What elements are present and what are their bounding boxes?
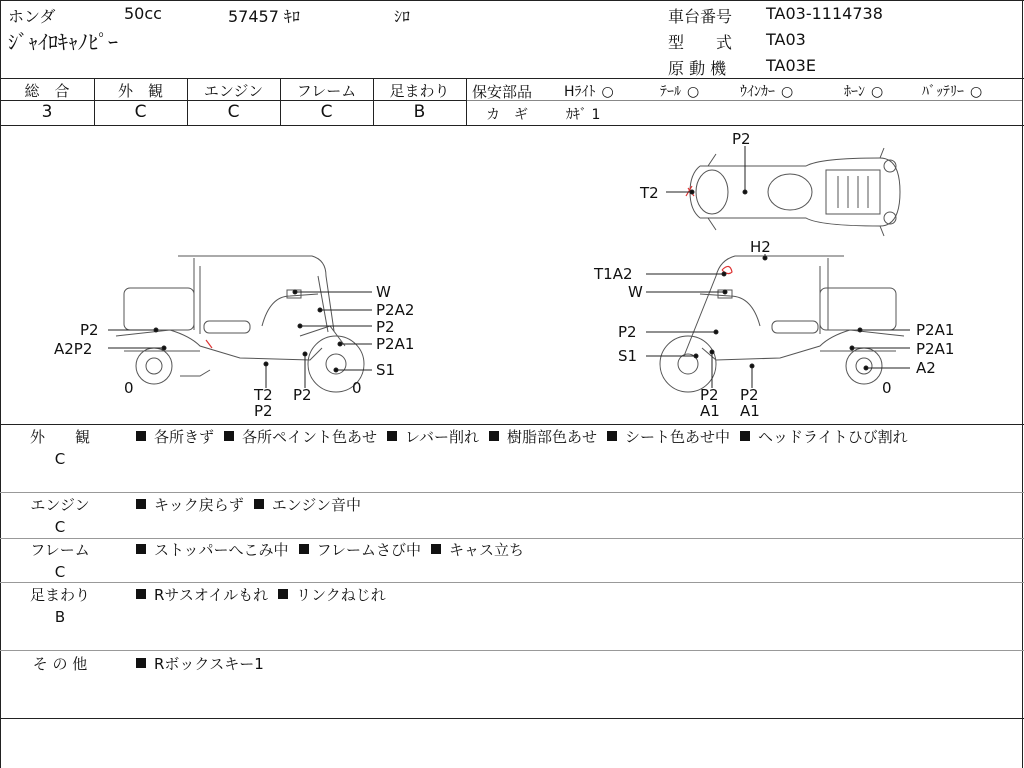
bullet-square-icon — [489, 431, 499, 441]
note-item: エンジン音中 — [254, 496, 361, 514]
safety-horn-mark: ○ — [871, 84, 884, 100]
label-right-p2-floor: P2 — [700, 386, 719, 404]
safety-headlight-name: Hﾗｲﾄ — [564, 84, 596, 100]
note-engine-grade: C — [54, 518, 66, 536]
grade-value-frame: C — [320, 102, 333, 122]
grade-value-suspension: B — [413, 102, 426, 122]
label-left-a2p2: A2P2 — [54, 340, 93, 358]
mileage: 57457 ｷﾛ — [228, 7, 300, 26]
label-left-p2: P2 — [376, 318, 395, 336]
bullet-square-icon — [278, 589, 288, 599]
note-item: ストッパーへこみ中 — [136, 541, 289, 559]
grade-divider — [466, 78, 467, 125]
note-frame-grade: C — [54, 563, 66, 581]
note-item: シート色あせ中 — [607, 428, 730, 446]
bullet-square-icon — [136, 589, 146, 599]
grade-label-exterior: 外 観 — [117, 82, 163, 100]
note-item: 各所ペイント色あせ — [224, 428, 377, 446]
note-engine-items — [136, 494, 1016, 516]
notes-top — [0, 424, 1024, 425]
safety-tail-name: ﾃｰﾙ — [660, 84, 681, 100]
note-exterior-grade: C — [54, 450, 66, 468]
notes-divider — [0, 582, 1024, 583]
safety-battery-mark: ○ — [970, 84, 983, 100]
right-scooter-drawing — [660, 256, 904, 392]
label-right-p2: P2 — [618, 323, 637, 341]
note-suspension-label: 足まわり — [29, 586, 90, 604]
grade-table-top — [0, 78, 1024, 79]
safety-battery — [922, 81, 982, 101]
engine-label: 原 動 機 — [668, 59, 727, 78]
type-label: 型 式 — [668, 33, 733, 52]
bullet-square-icon — [431, 544, 441, 554]
label-left-p2-floor: P2 — [293, 386, 312, 404]
label-right-zero: 0 — [882, 379, 892, 397]
safety-winker — [740, 81, 793, 101]
label-right-a1-floor: A1 — [700, 402, 720, 420]
label-left-zero-front: 0 — [352, 379, 362, 397]
label-left-p2-under: P2 — [254, 402, 273, 420]
maker: ホンダ — [8, 7, 56, 26]
safety-headlight — [564, 81, 614, 101]
label-right-a2: A2 — [916, 359, 936, 377]
label-left-p2a2: P2A2 — [376, 301, 415, 319]
note-item: ヘッドライトひび割れ — [740, 428, 908, 446]
label-right-s1: S1 — [618, 347, 638, 365]
bullet-square-icon — [254, 499, 264, 509]
safety-headlight-mark: ○ — [601, 84, 614, 100]
left-scooter-drawing — [116, 256, 364, 392]
bullet-square-icon — [136, 499, 146, 509]
note-item: レバー削れ — [387, 428, 479, 446]
top-view-drawing — [690, 148, 900, 236]
label-right-p2a1-lower: P2A1 — [916, 340, 955, 358]
label-top-p2: P2 — [732, 130, 751, 148]
label-left-p2-rear: P2 — [80, 321, 99, 339]
notes-divider — [0, 650, 1024, 651]
note-exterior-label: 外 観 — [29, 428, 90, 446]
safety-label: 保安部品 — [472, 83, 533, 101]
key-label: カ ギ — [486, 107, 528, 123]
model-name: ｼﾞｬｲﾛｷｬﾉﾋﾟｰ — [8, 30, 118, 54]
note-frame-items — [136, 539, 1016, 561]
label-right-h2: H2 — [750, 238, 771, 256]
note-other-label: そ の 他 — [32, 655, 88, 673]
note-item: キャス立ち — [431, 541, 524, 559]
safety-tail-mark: ○ — [687, 84, 700, 100]
label-left-zero-rear: 0 — [124, 379, 134, 397]
grade-label-frame: フレーム — [296, 82, 357, 100]
bullet-square-icon — [224, 431, 234, 441]
engine-value: TA03E — [766, 56, 816, 75]
safety-horn-name: ﾎｰﾝ — [844, 84, 865, 100]
chassis-value: TA03-1114738 — [766, 4, 883, 23]
bullet-square-icon — [387, 431, 397, 441]
safety-horn — [844, 81, 883, 101]
type-value: TA03 — [766, 30, 806, 49]
border-top — [0, 0, 1024, 1]
grade-value-engine: C — [227, 102, 240, 122]
note-exterior-items — [136, 426, 1016, 448]
note-item: 各所きず — [136, 428, 214, 446]
bullet-square-icon — [740, 431, 750, 441]
damage-mark — [206, 340, 212, 348]
scooter-diagram — [0, 126, 1024, 424]
grade-label-total: 総 合 — [24, 82, 70, 100]
safety-tail — [660, 81, 699, 101]
bullet-square-icon — [136, 431, 146, 441]
label-right-a1-under: A1 — [740, 402, 760, 420]
grade-label-suspension: 足まわり — [389, 82, 450, 100]
key-value: ｶｷﾞ 1 — [566, 107, 601, 123]
safety-winker-name: ｳｲﾝｶｰ — [740, 84, 775, 100]
note-suspension-grade: B — [54, 608, 66, 626]
note-item: キック戻らず — [136, 496, 244, 514]
notes-bottom — [0, 718, 1024, 719]
note-item: Rボックスキー1 — [136, 655, 264, 673]
safety-battery-name: ﾊﾞｯﾃﾘｰ — [922, 84, 964, 100]
label-left-s1: S1 — [376, 361, 396, 379]
bullet-square-icon — [607, 431, 617, 441]
safety-winker-mark: ○ — [781, 84, 794, 100]
note-item: フレームさび中 — [299, 541, 421, 559]
chassis-label: 車台番号 — [668, 7, 733, 26]
grade-value-total: 3 — [41, 102, 53, 122]
grade-value-exterior: C — [134, 102, 147, 122]
note-other-items — [136, 653, 1016, 675]
label-left-w: W — [376, 283, 391, 301]
notes-divider — [0, 492, 1024, 493]
displacement: 50cc — [124, 4, 162, 23]
bullet-square-icon — [136, 544, 146, 554]
label-right-t1a2: T1A2 — [594, 265, 633, 283]
note-item: Rサスオイルもれ — [136, 586, 268, 604]
label-right-w: W — [628, 283, 643, 301]
grade-label-engine: エンジン — [203, 82, 264, 100]
note-item: リンクねじれ — [278, 586, 386, 604]
note-frame-label: フレーム — [30, 541, 90, 559]
note-engine-label: エンジン — [30, 496, 90, 514]
bullet-square-icon — [299, 544, 309, 554]
label-left-t2: T2 — [254, 386, 273, 404]
note-item: 樹脂部色あせ — [489, 428, 597, 446]
damage-marks — [206, 186, 732, 348]
bullet-square-icon — [136, 658, 146, 668]
label-top-t2: T2 — [640, 184, 659, 202]
body-color: ｼﾛ — [394, 7, 411, 26]
label-right-p2-under: P2 — [740, 386, 759, 404]
label-left-p2a1: P2A1 — [376, 335, 415, 353]
note-suspension-items — [136, 584, 1016, 606]
label-right-p2a1-upper: P2A1 — [916, 321, 955, 339]
